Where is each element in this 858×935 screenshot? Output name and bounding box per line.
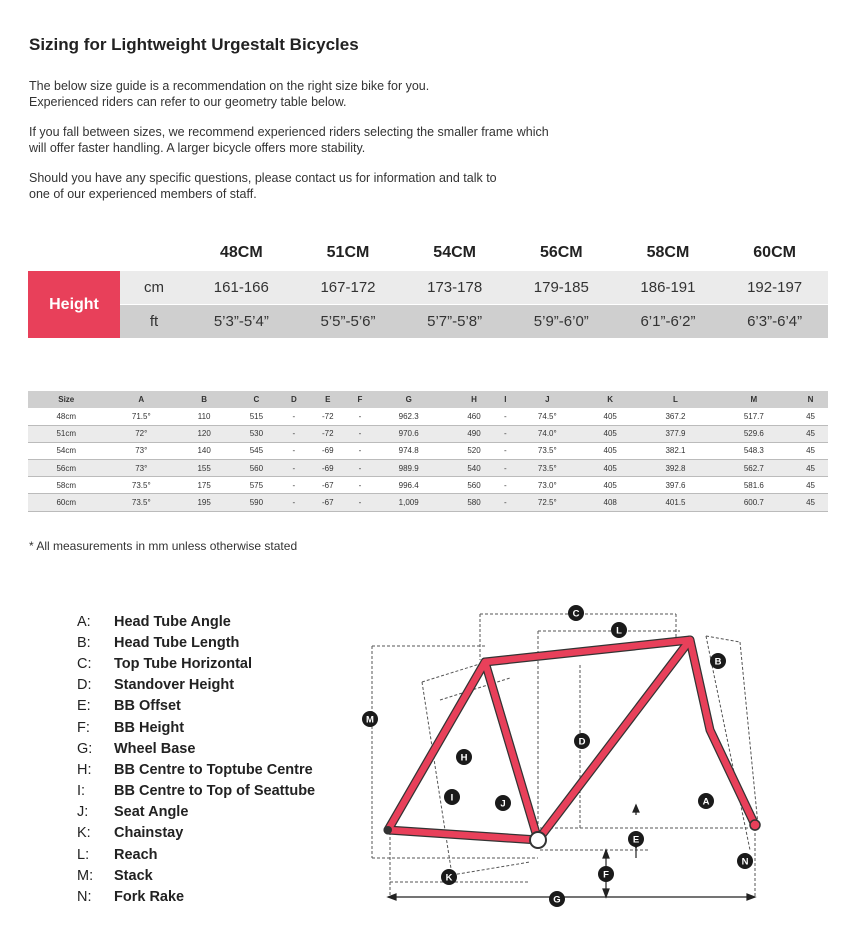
table-cell: 401.5 — [636, 494, 714, 511]
table-cell: 195 — [178, 494, 230, 511]
intro-paragraph-3 — [29, 170, 629, 202]
legend-label: Stack — [114, 867, 153, 884]
intro-text — [29, 78, 629, 216]
table-row — [28, 460, 828, 477]
legend-key: F: — [77, 719, 90, 736]
table-cell: -69 — [305, 442, 350, 459]
table-cell: 48cm — [28, 408, 105, 425]
geometry-header-row — [28, 391, 828, 408]
table-cell: 45 — [793, 477, 828, 494]
table-cell: - — [500, 477, 510, 494]
size-header: 54CM — [433, 244, 476, 261]
legend-key: K: — [77, 825, 91, 842]
table-cell: 560 — [230, 460, 282, 477]
table-cell: 73.5° — [105, 494, 178, 511]
legend-item — [77, 696, 315, 717]
legend-label: Standover Height — [114, 677, 235, 694]
legend-label: Chainstay — [114, 825, 184, 842]
diagram-marker-k — [441, 869, 457, 885]
table-cell: 405 — [584, 460, 636, 477]
table-cell: -69 — [305, 460, 350, 477]
legend-key: E: — [77, 698, 91, 715]
table-cell: 73.5° — [105, 477, 178, 494]
geometry-column-header: H — [448, 391, 500, 408]
table-cell: 600.7 — [715, 494, 793, 511]
table-cell: 392.8 — [636, 460, 714, 477]
table-cell: 529.6 — [715, 425, 793, 442]
legend-item — [77, 611, 315, 632]
table-cell: -67 — [305, 477, 350, 494]
table-cell: 562.7 — [715, 460, 793, 477]
height-label: Height — [28, 271, 120, 338]
table-cell: 1,009 — [370, 494, 448, 511]
height-cm-cell: 167-172 — [320, 279, 376, 296]
legend-item — [77, 632, 315, 653]
table-cell: 405 — [584, 408, 636, 425]
intro-line: The below size guide is a recommendation on the right size bike for you. — [29, 79, 430, 93]
table-cell: 575 — [230, 477, 282, 494]
table-cell: 45 — [793, 460, 828, 477]
legend-label: Head Tube Length — [114, 634, 240, 651]
diagram-marker-label: F — [603, 869, 609, 881]
legend-label: Reach — [114, 846, 158, 863]
table-cell: 51cm — [28, 425, 105, 442]
legend-label: BB Height — [114, 719, 185, 736]
table-cell: 377.9 — [636, 425, 714, 442]
table-cell: 155 — [178, 460, 230, 477]
geometry-column-header: K — [584, 391, 636, 408]
legend-label: BB Centre to Top of Seattube — [114, 783, 316, 800]
table-cell: 175 — [178, 477, 230, 494]
table-cell: 110 — [178, 408, 230, 425]
table-cell: 590 — [230, 494, 282, 511]
table-cell: 45 — [793, 425, 828, 442]
diagram-marker-label: C — [572, 608, 580, 620]
legend-key: A: — [77, 613, 91, 630]
geometry-column-header: M — [715, 391, 793, 408]
table-cell: 405 — [584, 442, 636, 459]
height-cm-cell: 173-178 — [427, 279, 483, 296]
table-row — [28, 494, 828, 511]
table-cell: 581.6 — [715, 477, 793, 494]
height-cm-cell: 179-185 — [533, 279, 589, 296]
diagram-marker-label: N — [741, 856, 749, 868]
legend-item — [77, 717, 315, 738]
legend-item — [77, 844, 315, 865]
table-cell: 71.5° — [105, 408, 178, 425]
table-cell: 460 — [448, 408, 500, 425]
geometry-legend — [77, 611, 315, 908]
diagram-marker-l — [611, 622, 627, 638]
table-cell: 408 — [584, 494, 636, 511]
bike-geometry-diagram — [360, 600, 800, 910]
table-cell: 520 — [448, 442, 500, 459]
table-cell: 367.2 — [636, 408, 714, 425]
legend-key: M: — [77, 867, 94, 884]
table-cell: 60cm — [28, 494, 105, 511]
table-cell: -72 — [305, 408, 350, 425]
size-header-row — [188, 244, 828, 262]
geometry-table — [28, 391, 828, 512]
legend-label: BB Offset — [114, 698, 181, 715]
height-ft-cell: 5’7”-5’8” — [427, 313, 483, 330]
table-cell: - — [350, 425, 369, 442]
legend-key: L: — [77, 846, 90, 863]
height-cm-cell: 161-166 — [213, 279, 269, 296]
diagram-marker-label: I — [450, 792, 454, 804]
geometry-column-header: I — [500, 391, 510, 408]
diagram-marker-label: D — [578, 736, 586, 748]
table-cell: - — [500, 408, 510, 425]
height-ft-cell: 5’9”-6’0” — [533, 313, 589, 330]
table-cell: -72 — [305, 425, 350, 442]
table-cell: 54cm — [28, 442, 105, 459]
table-cell: 140 — [178, 442, 230, 459]
table-cell: 74.0° — [511, 425, 584, 442]
height-ft-cell: 6’1”-6’2” — [640, 313, 696, 330]
table-cell: - — [500, 460, 510, 477]
unit-cm: cm — [144, 279, 164, 296]
table-cell: 970.6 — [370, 425, 448, 442]
legend-label: Top Tube Horizontal — [114, 655, 252, 672]
legend-label: Fork Rake — [114, 889, 185, 906]
table-cell: 45 — [793, 408, 828, 425]
table-cell: 548.3 — [715, 442, 793, 459]
table-cell: 515 — [230, 408, 282, 425]
legend-key: G: — [77, 740, 93, 757]
table-cell: 397.6 — [636, 477, 714, 494]
table-cell: 545 — [230, 442, 282, 459]
geometry-column-header: D — [283, 391, 306, 408]
legend-item — [77, 865, 315, 886]
measurement-note: * All measurements in mm unless otherwise stated — [29, 539, 298, 553]
diagram-marker-label: B — [714, 656, 722, 668]
size-header: 48CM — [219, 244, 263, 261]
geometry-column-header: Size — [28, 391, 105, 408]
table-cell: 530 — [230, 425, 282, 442]
table-cell: 962.3 — [370, 408, 448, 425]
geometry-column-header: E — [305, 391, 350, 408]
diagram-marker-f — [598, 866, 614, 882]
height-ft-cell: 5’5”-5’6” — [320, 313, 376, 330]
table-cell: 382.1 — [636, 442, 714, 459]
diagram-marker-label: A — [702, 796, 710, 808]
geometry-column-header: F — [350, 391, 369, 408]
table-cell: - — [350, 494, 369, 511]
diagram-marker-label: M — [366, 714, 374, 726]
legend-label: Head Tube Angle — [114, 613, 231, 630]
diagram-marker-e — [628, 831, 644, 847]
legend-label: BB Centre to Toptube Centre — [114, 761, 313, 778]
table-cell: 73.5° — [511, 460, 584, 477]
table-cell: 405 — [584, 425, 636, 442]
height-ft-cell: 6’3”-6’4” — [747, 313, 803, 330]
intro-line: Experienced riders can refer to our geometry table below. — [29, 95, 347, 109]
diagram-marker-label: K — [445, 872, 453, 884]
height-cm-cell: 186-191 — [640, 279, 696, 296]
legend-item — [77, 653, 315, 674]
legend-key: B: — [77, 634, 91, 651]
legend-label: Wheel Base — [114, 740, 196, 757]
table-row — [28, 442, 828, 459]
diagram-marker-d — [574, 733, 590, 749]
table-cell: 405 — [584, 477, 636, 494]
table-cell: 45 — [793, 442, 828, 459]
diagram-marker-j — [495, 795, 511, 811]
table-cell: 72° — [105, 425, 178, 442]
geometry-column-header: A — [105, 391, 178, 408]
diagram-marker-n — [737, 853, 753, 869]
intro-line: one of our experienced members of staff. — [29, 187, 257, 201]
table-cell: - — [350, 460, 369, 477]
table-row — [28, 425, 828, 442]
table-cell: 56cm — [28, 460, 105, 477]
size-header: 56CM — [539, 244, 583, 261]
legend-key: H: — [77, 761, 92, 778]
geometry-column-header: J — [511, 391, 584, 408]
table-cell: - — [283, 460, 306, 477]
size-header: 58CM — [646, 244, 690, 261]
legend-item — [77, 738, 315, 759]
height-ft-row — [120, 305, 828, 338]
table-cell: 73° — [105, 460, 178, 477]
height-cm-cell: 192-197 — [747, 279, 803, 296]
table-row — [28, 408, 828, 425]
table-cell: - — [350, 408, 369, 425]
legend-key: N: — [77, 889, 92, 906]
geometry-column-header: B — [178, 391, 230, 408]
table-cell: 560 — [448, 477, 500, 494]
diagram-marker-b — [710, 653, 726, 669]
geometry-column-header: L — [636, 391, 714, 408]
legend-key: I: — [77, 783, 86, 800]
table-cell: 580 — [448, 494, 500, 511]
table-cell: - — [350, 442, 369, 459]
intro-line: If you fall between sizes, we recommend experienced riders selecting the smaller frame which — [29, 125, 549, 139]
diagram-marker-i — [444, 789, 460, 805]
table-cell: 996.4 — [370, 477, 448, 494]
legend-item — [77, 823, 315, 844]
diagram-marker-h — [456, 749, 472, 765]
table-cell: - — [283, 408, 306, 425]
geometry-column-header: C — [230, 391, 282, 408]
diagram-marker-c — [568, 605, 584, 621]
intro-line: Should you have any specific questions, please contact us for information and talk to — [29, 171, 497, 185]
diagram-marker-label: G — [553, 894, 561, 906]
table-cell: 989.9 — [370, 460, 448, 477]
diagram-marker-g — [549, 891, 565, 907]
legend-label: Seat Angle — [114, 804, 189, 821]
legend-item — [77, 886, 315, 907]
diagram-marker-a — [698, 793, 714, 809]
unit-ft: ft — [149, 313, 159, 330]
diagram-marker-label: H — [460, 752, 468, 764]
table-cell: 73.0° — [511, 477, 584, 494]
geometry-column-header: N — [793, 391, 828, 408]
table-cell: 120 — [178, 425, 230, 442]
table-cell: 974.8 — [370, 442, 448, 459]
height-cm-row — [120, 271, 828, 304]
table-cell: - — [500, 425, 510, 442]
diagram-marker-label: J — [500, 798, 506, 810]
table-cell: - — [500, 494, 510, 511]
table-cell: - — [283, 477, 306, 494]
size-header: 51CM — [326, 244, 370, 261]
legend-key: D: — [77, 677, 92, 694]
legend-item — [77, 675, 315, 696]
legend-item — [77, 781, 315, 802]
table-cell: 58cm — [28, 477, 105, 494]
table-cell: - — [350, 477, 369, 494]
table-cell: - — [283, 425, 306, 442]
geometry-column-header: G — [370, 391, 448, 408]
size-header: 60CM — [753, 244, 796, 261]
diagram-marker-label: L — [616, 625, 622, 637]
table-cell: 73.5° — [511, 442, 584, 459]
intro-paragraph-1 — [29, 78, 629, 110]
legend-item — [77, 759, 315, 780]
table-cell: - — [283, 442, 306, 459]
table-cell: -67 — [305, 494, 350, 511]
legend-key: C: — [77, 655, 92, 672]
diagram-marker-label: E — [632, 834, 640, 846]
table-cell: 73° — [105, 442, 178, 459]
legend-key: J: — [77, 804, 89, 821]
table-cell: 490 — [448, 425, 500, 442]
intro-paragraph-2 — [29, 124, 629, 156]
diagram-marker-m — [362, 711, 378, 727]
table-cell: - — [500, 442, 510, 459]
table-cell: 72.5° — [511, 494, 584, 511]
table-cell: 517.7 — [715, 408, 793, 425]
table-cell: 74.5° — [511, 408, 584, 425]
intro-line: will offer faster handling. A larger bicycle offers more stability. — [29, 141, 366, 155]
height-ft-cell: 5’3”-5’4” — [213, 313, 269, 330]
table-cell: - — [283, 494, 306, 511]
table-row — [28, 477, 828, 494]
legend-item — [77, 802, 315, 823]
table-cell: 45 — [793, 494, 828, 511]
table-cell: 540 — [448, 460, 500, 477]
page-title: Sizing for Lightweight Urgestalt Bicycles — [29, 35, 359, 54]
